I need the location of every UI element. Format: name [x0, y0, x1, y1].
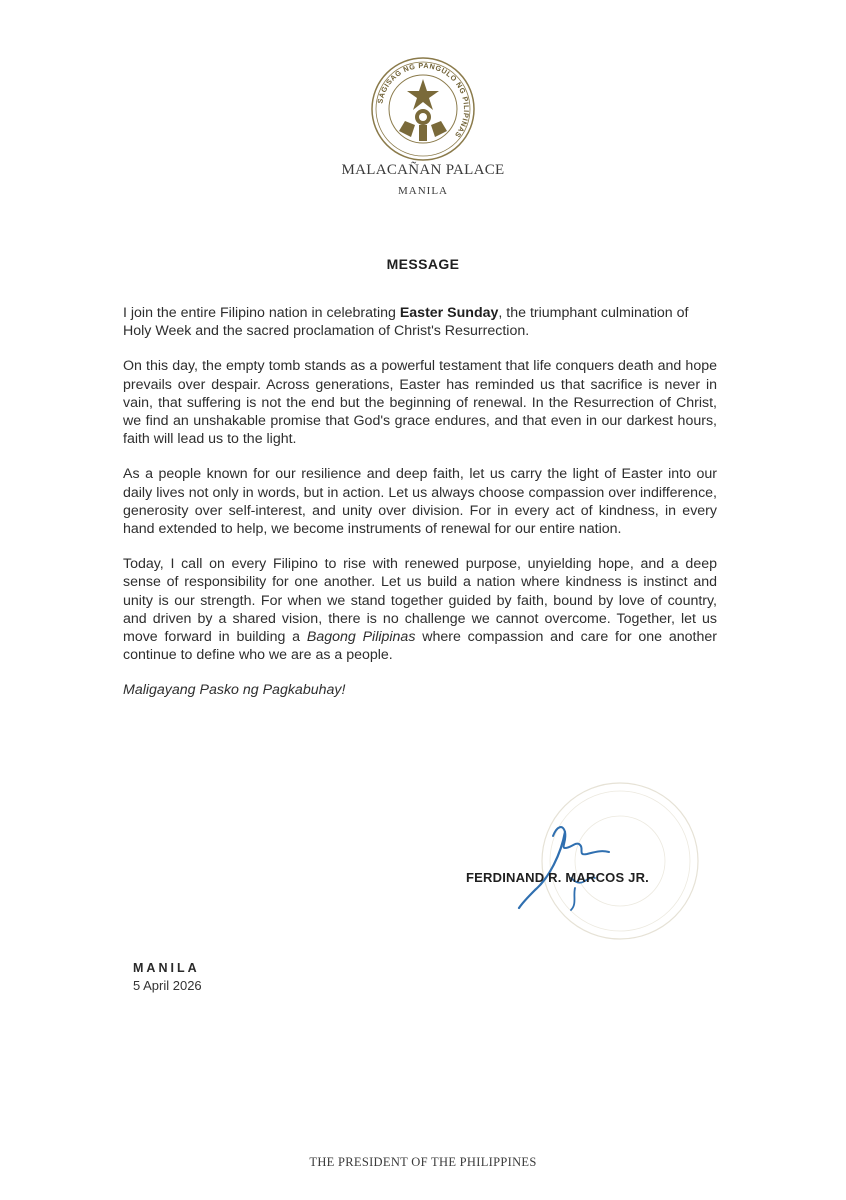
place-of-issue: MANILA — [133, 961, 200, 975]
letterhead-name: MALACAÑAN PALACE — [341, 162, 505, 178]
paragraph-4-text-a: Today, I call on every Filipino to rise with renewed purpose, unyielding hope, and a deep sense of responsibility for one another. Let us build a nation where kindness is instinct and unity is our strength. For when we stand together guided by faith, bound by love of country, and driven by a shared vision, there is no challenge we cannot overcome. Together, let us move forward in building a — [123, 556, 717, 646]
paragraph-1-bold: Easter Sunday — [399, 305, 499, 321]
paragraph-3: As a people known for our resilience and deep faith, let us carry the light of Easter into our daily lives not only in words, but in action. Let us always choose compassion over indifference, generosity over self-interest, and unity over division. For in every act of kindness, in every hand extended to help, we become instruments of renewal for our entire nation. — [123, 466, 717, 538]
closing-greeting: Maligayang Pasko ng Pagkabuhay! — [123, 682, 346, 699]
paragraph-1-text-a: I join the entire Filipino nation in celebrating — [123, 305, 400, 321]
message-title: MESSAGE — [386, 256, 460, 272]
handwritten-signature — [505, 818, 615, 918]
paragraph-2: On this day, the empty tomb stands as a powerful testament that life conquers death and hope prevails over despair. Across generations, Easter has reminded us that sacrifice is never in vain, that suffering is not the end but the beginning of renewal. In the Resurrection of Christ, we find an unshakable promise that God's grace endures, and that even in our darkest hours, faith will lead us to the light. — [123, 358, 717, 448]
paragraph-4-text-b: where compassion and care for one another continue to define who we are as a people. — [123, 629, 717, 664]
paragraph-1-text-b: , the triumphant culmination of Holy Week and the sacred proclamation of Christ's Resurrection. — [123, 305, 689, 340]
message-body — [123, 304, 717, 717]
svg-text:SAGISAG NG PANGULO NG PILIPINA: SAGISAG NG PANGULO NG PILIPINAS — [375, 60, 472, 140]
signer-name: FERDINAND R. MARCOS JR. — [466, 870, 649, 885]
paragraph-1 — [123, 304, 717, 340]
letterhead-city: MANILA — [398, 185, 448, 197]
footer-office: THE PRESIDENT OF THE PHILIPPINES — [309, 1155, 537, 1169]
date-of-issue: 5 April 2026 — [133, 978, 202, 993]
presidential-seal — [369, 55, 477, 163]
paragraph-4-italic: Bagong Pilipinas — [306, 629, 416, 646]
paragraph-4 — [123, 555, 717, 664]
